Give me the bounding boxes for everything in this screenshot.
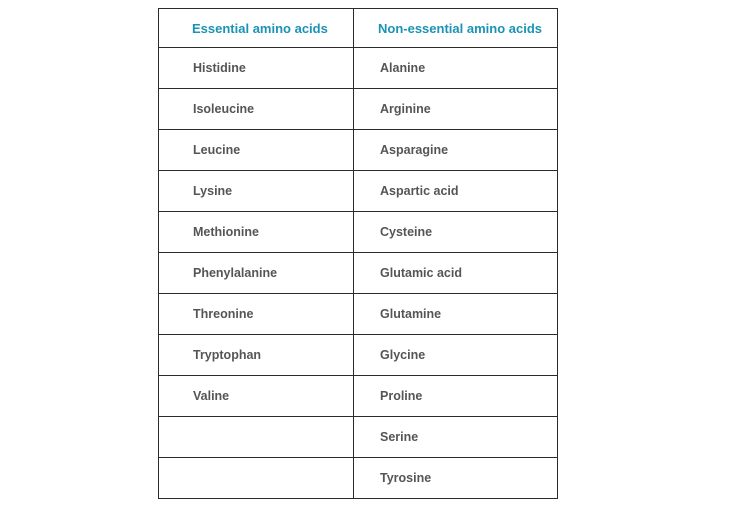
non-essential-cell: Cysteine	[354, 212, 558, 253]
essential-cell: Lysine	[159, 171, 354, 212]
header-row	[159, 9, 558, 48]
table-row	[159, 48, 558, 89]
header-essential: Essential amino acids	[159, 9, 354, 48]
essential-cell: Methionine	[159, 212, 354, 253]
non-essential-cell: Alanine	[354, 48, 558, 89]
non-essential-cell: Aspartic acid	[354, 171, 558, 212]
non-essential-cell: Glutamine	[354, 294, 558, 335]
non-essential-cell: Glutamic acid	[354, 253, 558, 294]
table-row	[159, 376, 558, 417]
essential-cell: Tryptophan	[159, 335, 354, 376]
essential-cell: Valine	[159, 376, 354, 417]
table-row	[159, 458, 558, 499]
table-header	[159, 9, 558, 48]
essential-cell: Leucine	[159, 130, 354, 171]
table-row	[159, 253, 558, 294]
table-row	[159, 130, 558, 171]
table-body	[159, 48, 558, 499]
table-row	[159, 212, 558, 253]
table-row	[159, 417, 558, 458]
non-essential-cell: Asparagine	[354, 130, 558, 171]
header-non-essential: Non-essential amino acids	[354, 9, 558, 48]
table-row	[159, 335, 558, 376]
non-essential-cell: Glycine	[354, 335, 558, 376]
essential-cell: Phenylalanine	[159, 253, 354, 294]
essential-cell: Isoleucine	[159, 89, 354, 130]
essential-cell: Histidine	[159, 48, 354, 89]
essential-cell	[159, 458, 354, 499]
non-essential-cell: Serine	[354, 417, 558, 458]
essential-cell: Threonine	[159, 294, 354, 335]
non-essential-cell: Tyrosine	[354, 458, 558, 499]
table-row	[159, 294, 558, 335]
amino-acids-table	[158, 8, 558, 499]
non-essential-cell: Arginine	[354, 89, 558, 130]
essential-cell	[159, 417, 354, 458]
table-row	[159, 171, 558, 212]
table-row	[159, 89, 558, 130]
non-essential-cell: Proline	[354, 376, 558, 417]
